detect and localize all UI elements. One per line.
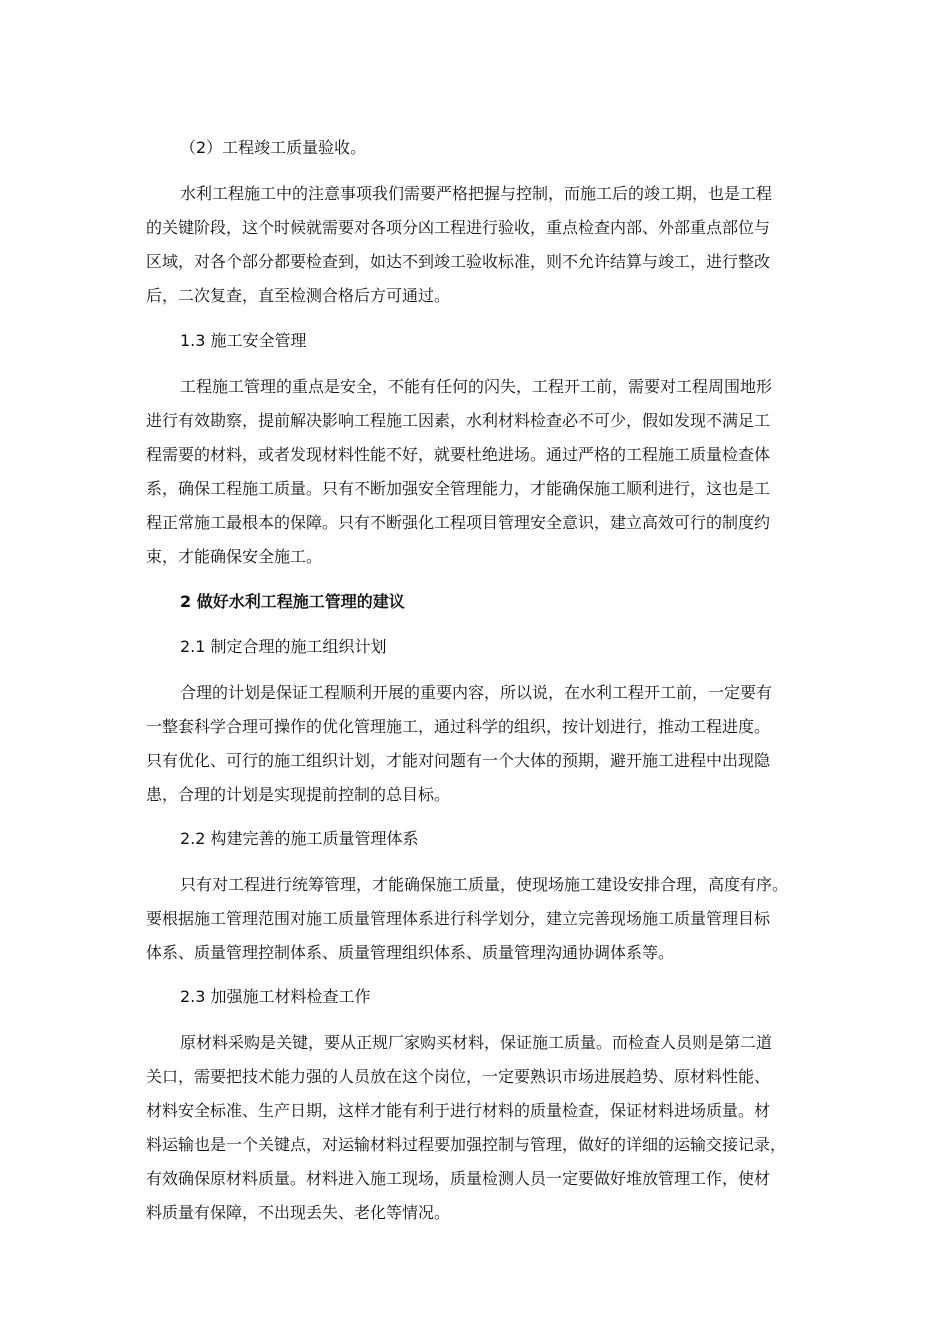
section-heading-2-3: 2.3 加强施工材料检查工作 [180, 987, 371, 1006]
section-heading-1-3: 1.3 施工安全管理 [180, 331, 307, 350]
section-heading-2-2: 2.2 构建完善的施工质量管理体系 [180, 829, 419, 848]
paragraph-5-line: 有效确保原材料质量。材料进入施工现场，质量检测人员一定要做好堆放管理工作，使材 [146, 1169, 771, 1188]
paragraph-3-line: 患，合理的计划是实现提前控制的总目标。 [146, 785, 451, 804]
paragraph-3-line: 只有优化、可行的施工组织计划，才能对问题有一个大体的预期，避开施工进程中出现隐 [146, 751, 771, 770]
list-item-2: （2）工程竣工质量验收。 [180, 138, 367, 157]
paragraph-2-line: 进行有效勘察，提前解决影响工程施工因素，水利材料检查必不可少，假如发现不满足工 [146, 411, 771, 430]
paragraph-5-line: 料质量有保障，不出现丢失、老化等情况。 [146, 1203, 451, 1222]
paragraph-4-line: 只有对工程进行统筹管理，才能确保施工质量，使现场施工建设安排合理，高度有序。 [180, 875, 789, 894]
paragraph-1-line: 水利工程施工中的注意事项我们需要严格把握与控制，而施工后的竣工期，也是工程 [180, 184, 773, 203]
section-heading-2: 2 做好水利工程施工管理的建议 [180, 592, 405, 611]
paragraph-3-line: 合理的计划是保证工程顺利开展的重要内容，所以说，在水利工程开工前，一定要有 [180, 683, 773, 702]
paragraph-4-line: 要根据施工管理范围对施工质量管理体系进行科学划分，建立完善现场施工质量管理目标 [146, 909, 771, 928]
paragraph-2-line: 程正常施工最根本的保障。只有不断强化工程项目管理安全意识，建立高效可行的制度约 [146, 513, 771, 532]
section-heading-2-1: 2.1 制定合理的施工组织计划 [180, 637, 387, 656]
paragraph-5-line: 原材料采购是关键，要从正规厂家购买材料，保证施工质量。而检查人员则是第二道 [180, 1033, 773, 1052]
paragraph-5-line: 料运输也是一个关键点，对运输材料过程要加强控制与管理，做好的详细的运输交接记录， [146, 1135, 787, 1154]
paragraph-2-line: 束，才能确保安全施工。 [146, 547, 323, 566]
paragraph-3-line: 一整套科学合理可操作的优化管理施工，通过科学的组织，按计划进行，推动工程进度。 [146, 717, 771, 736]
paragraph-2-line: 程需要的材料，或者发现材料性能不好，就要杜绝进场。通过严格的工程施工质量检查体 [146, 445, 771, 464]
paragraph-1-line: 的关键阶段，这个时候就需要对各项分凶工程进行验收，重点检查内部、外部重点部位与 [146, 218, 771, 237]
paragraph-5-line: 关口，需要把技术能力强的人员放在这个岗位，一定要熟识市场进展趋势、原材料性能、 [146, 1067, 771, 1086]
paragraph-4-line: 体系、质量管理控制体系、质量管理组织体系、质量管理沟通协调体系等。 [146, 943, 675, 962]
paragraph-1-line: 后，二次复查，直至检测合格后方可通过。 [146, 286, 451, 305]
paragraph-5-line: 材料安全标准、生产日期，这样才能有利于进行材料的质量检查，保证材料进场质量。材 [146, 1101, 771, 1120]
paragraph-2-line: 系，确保工程施工质量。只有不断加强安全管理能力，才能确保施工顺利进行，这也是工 [146, 479, 771, 498]
paragraph-1-line: 区域，对各个部分都要检查到，如达不到竣工验收标准，则不允许结算与竣工，进行整改 [146, 252, 771, 271]
paragraph-2-line: 工程施工管理的重点是安全，不能有任何的闪失，工程开工前，需要对工程周围地形 [180, 377, 773, 396]
